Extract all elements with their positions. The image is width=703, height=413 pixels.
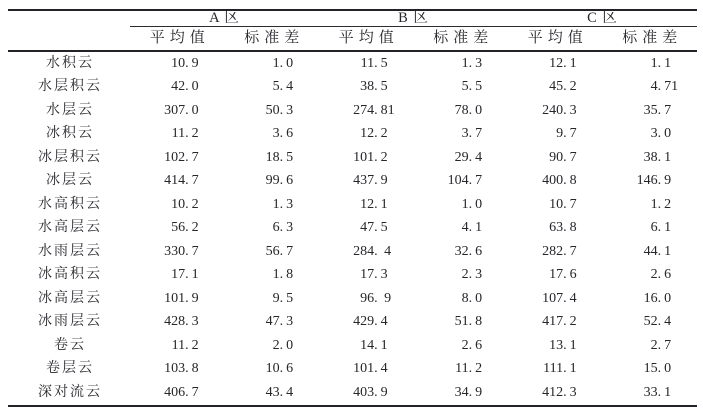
row-label: 冰层积云 — [38, 149, 102, 165]
table-cell: 32. 6 — [454, 243, 483, 259]
table-cell: 2. 7 — [650, 337, 672, 353]
table-cell: 107. 4 — [542, 290, 577, 306]
table-row — [8, 146, 697, 170]
table-cell: 428. 3 — [164, 314, 199, 330]
table-cell: 56. 2 — [171, 220, 199, 236]
table-cell: 12. 2 — [360, 126, 388, 142]
table-cell: 1. 0 — [461, 196, 483, 212]
table-row — [8, 217, 697, 241]
table-row — [8, 193, 697, 217]
table-cell: 284. 4 — [353, 243, 392, 259]
region-header-c: C 区 — [587, 10, 618, 27]
table-cell: 50. 3 — [265, 102, 294, 118]
table-cell: 51. 8 — [454, 314, 483, 330]
table-cell: 2. 6 — [461, 337, 483, 353]
table-cell: 11. 2 — [171, 337, 199, 353]
table-cell: 1. 2 — [650, 196, 672, 212]
table-cell: 403. 9 — [353, 384, 388, 400]
row-label: 水高层云 — [38, 220, 102, 236]
table-cell: 4. 71 — [650, 79, 679, 95]
table-cell: 412. 3 — [542, 384, 577, 400]
table-cell: 35. 7 — [643, 102, 672, 118]
table-cell: 101. 4 — [353, 361, 388, 377]
table-row — [8, 52, 697, 76]
cloud-type-statistics-table — [8, 9, 697, 407]
table-cell: 52. 4 — [643, 314, 672, 330]
row-label: 冰雨层云 — [38, 314, 102, 330]
table-cell: 11. 2 — [171, 126, 199, 142]
table-row — [8, 311, 697, 335]
row-label: 冰层云 — [46, 173, 94, 189]
table-cell: 45. 2 — [549, 79, 577, 95]
table-cell: 17. 3 — [360, 267, 388, 283]
table-cell: 16. 0 — [643, 290, 672, 306]
table-cell: 330. 7 — [164, 243, 199, 259]
row-label: 水层积云 — [38, 79, 102, 95]
table-cell: 42. 0 — [171, 79, 199, 95]
table-cell: 111. 1 — [543, 361, 577, 377]
table-cell: 14. 1 — [360, 337, 388, 353]
table-cell: 10. 9 — [171, 55, 199, 71]
table-cell: 10. 2 — [171, 196, 199, 212]
row-label: 水层云 — [46, 102, 94, 118]
table-cell: 44. 1 — [643, 243, 672, 259]
table-cell: 2. 0 — [272, 337, 294, 353]
table-cell: 274. 81 — [353, 102, 395, 118]
table-cell: 282. 7 — [542, 243, 577, 259]
table-body — [8, 52, 697, 405]
table-row — [8, 240, 697, 264]
table-cell: 1. 3 — [461, 55, 483, 71]
table-cell: 11. 2 — [455, 361, 483, 377]
table-cell: 414. 7 — [164, 173, 199, 189]
table-cell: 9. 5 — [272, 290, 294, 306]
table-row — [8, 76, 697, 100]
table-cell: 15. 0 — [643, 361, 672, 377]
table-cell: 103. 8 — [164, 361, 199, 377]
table-row — [8, 381, 697, 405]
row-label: 水积云 — [46, 55, 94, 71]
sub-header-std-c: 标准差 — [622, 30, 683, 46]
table-cell: 10. 7 — [549, 196, 577, 212]
table-cell: 8. 0 — [461, 290, 483, 306]
table-row — [8, 287, 697, 311]
region-header-a: A 区 — [209, 10, 240, 27]
table-cell: 104. 7 — [447, 173, 483, 189]
table-cell: 1. 0 — [272, 55, 294, 71]
table-cell: 90. 7 — [549, 149, 577, 165]
table-cell: 2. 3 — [461, 267, 483, 283]
table-cell: 9. 7 — [556, 126, 577, 142]
sub-header-mean-a: 平均值 — [149, 30, 210, 46]
table-cell: 101. 9 — [164, 290, 199, 306]
region-header-row — [8, 11, 697, 26]
table-cell: 47. 3 — [265, 314, 294, 330]
table-cell: 17. 6 — [549, 267, 577, 283]
table-cell: 437. 9 — [353, 173, 388, 189]
table-cell: 5. 4 — [272, 79, 294, 95]
table-row — [8, 170, 697, 194]
table-cell: 417. 2 — [542, 314, 577, 330]
row-label: 深对流云 — [38, 384, 102, 400]
table-cell: 6. 1 — [650, 220, 672, 236]
region-header-b: B 区 — [398, 10, 429, 27]
table-cell: 3. 7 — [461, 126, 483, 142]
table-cell: 96. 9 — [360, 290, 392, 306]
table-cell: 1. 8 — [272, 267, 294, 283]
table-row — [8, 123, 697, 147]
table-cell: 11. 5 — [360, 55, 388, 71]
table-cell: 33. 1 — [643, 384, 672, 400]
table-cell: 43. 4 — [265, 384, 294, 400]
table-row — [8, 358, 697, 382]
table-cell: 3. 0 — [650, 126, 672, 142]
table-cell: 34. 9 — [454, 384, 483, 400]
table-cell: 102. 7 — [164, 149, 199, 165]
table-cell: 429. 4 — [353, 314, 388, 330]
table-cell: 78. 0 — [454, 102, 483, 118]
table-cell: 101. 2 — [353, 149, 388, 165]
table-cell: 6. 3 — [272, 220, 294, 236]
sub-header-std-b: 标准差 — [433, 30, 494, 46]
table-row — [8, 334, 697, 358]
table-cell: 307. 0 — [164, 102, 199, 118]
row-label: 卷层云 — [46, 361, 94, 377]
table-cell: 63. 8 — [549, 220, 577, 236]
table-cell: 29. 4 — [454, 149, 483, 165]
table-cell: 99. 6 — [265, 173, 294, 189]
table-cell: 406. 7 — [164, 384, 199, 400]
sub-header-mean-b: 平均值 — [338, 30, 399, 46]
table-cell: 56. 7 — [265, 243, 294, 259]
table-cell: 38. 1 — [643, 149, 672, 165]
sub-header-mean-c: 平均值 — [527, 30, 588, 46]
table-cell: 146. 9 — [636, 173, 672, 189]
row-label: 冰积云 — [46, 126, 94, 142]
table-row — [8, 99, 697, 123]
table-cell: 5. 5 — [461, 79, 483, 95]
table-cell: 13. 1 — [549, 337, 577, 353]
row-label: 卷云 — [54, 337, 86, 353]
row-label: 水雨层云 — [38, 243, 102, 259]
row-label: 水高积云 — [38, 196, 102, 212]
table-cell: 10. 6 — [265, 361, 294, 377]
table-cell: 12. 1 — [549, 55, 577, 71]
table-cell: 4. 1 — [461, 220, 483, 236]
table-cell: 2. 6 — [650, 267, 672, 283]
row-label: 冰高积云 — [38, 267, 102, 283]
row-label: 冰高层云 — [38, 290, 102, 306]
table-cell: 12. 1 — [360, 196, 388, 212]
table-cell: 1. 1 — [650, 55, 672, 71]
table-cell: 17. 1 — [171, 267, 199, 283]
table-cell: 240. 3 — [542, 102, 577, 118]
table-cell: 47. 5 — [360, 220, 388, 236]
table-cell: 400. 8 — [542, 173, 577, 189]
table-cell: 18. 5 — [265, 149, 294, 165]
sub-header-row — [8, 27, 697, 52]
table-cell: 3. 6 — [272, 126, 294, 142]
sub-header-std-a: 标准差 — [244, 30, 305, 46]
table-row — [8, 264, 697, 288]
table-cell: 1. 3 — [272, 196, 294, 212]
table-cell: 38. 5 — [360, 79, 388, 95]
